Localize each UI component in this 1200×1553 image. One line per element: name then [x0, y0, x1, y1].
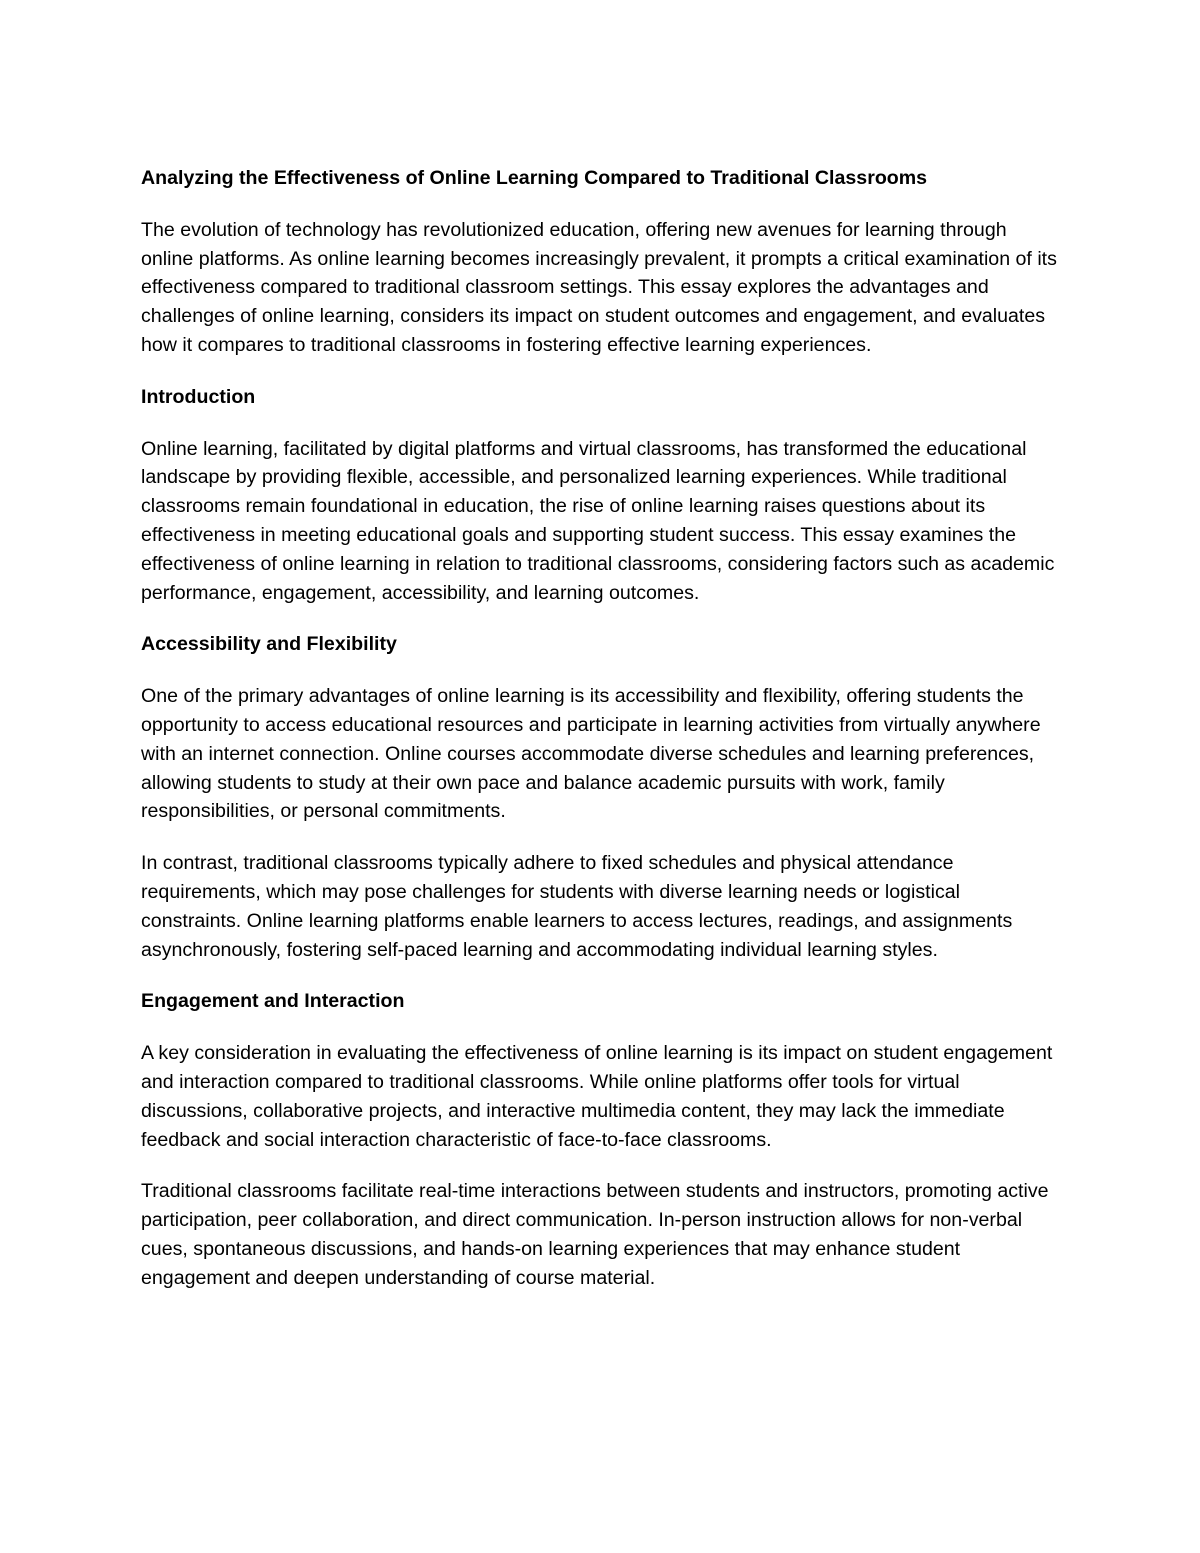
- engagement-paragraph-2: Traditional classrooms facilitate real-time interactions between students and instructors, promoting active participation, peer collaboration, and direct communication. In-person instruction allows for non-verbal cues, spontaneous discussions, and hands-on learning experiences that may enhance student engagement and deepen understanding of course material.: [141, 1180, 1049, 1289]
- section-heading-accessibility: Accessibility and Flexibility: [141, 633, 397, 656]
- document-body: [141, 164, 1061, 1316]
- intro-paragraph: The evolution of technology has revolutionized education, offering new avenues for learning through online platforms. As online learning becomes increasingly prevalent, it prompts a critical examination of its effectiveness compared to traditional classroom settings. This essay explores the advantages and challenges of online learning, considers its impact on student outcomes and engagement, and evaluates how it compares to traditional classrooms in fostering effective learning experiences.: [141, 218, 1057, 356]
- section-heading-introduction: Introduction: [141, 385, 256, 408]
- engagement-paragraph-1: A key consideration in evaluating the effectiveness of online learning is its impact on student engagement and interaction compared to traditional classrooms. While online platforms offer tools for virtual discussions, collaborative projects, and interactive multimedia content, they may lack the immediate feedback and social interaction characteristic of face-to-face classrooms.: [141, 1042, 1053, 1151]
- document-title: Analyzing the Effectiveness of Online Learning Compared to Traditional Classrooms: [141, 167, 928, 189]
- introduction-paragraph: Online learning, facilitated by digital platforms and virtual classrooms, has transformed the educational landscape by providing flexible, accessible, and personalized learning experiences. While traditional classrooms remain foundational in education, the rise of online learning raises questions about its effectiveness in meeting educational goals and supporting student success. This essay examines the effectiveness of online learning in relation to traditional classrooms, considering factors such as academic performance, engagement, accessibility, and learning outcomes.: [141, 437, 1055, 604]
- accessibility-paragraph-1: One of the primary advantages of online learning is its accessibility and flexibility, offering students the opportunity to access educational resources and participate in learning activities from virtually anywhere with an internet connection. Online courses accommodate diverse schedules and learning preferences, allowing students to study at their own pace and balance academic pursuits with work, family responsibilities, or personal commitments.: [141, 685, 1041, 823]
- section-heading-engagement: Engagement and Interaction: [141, 990, 405, 1013]
- accessibility-paragraph-2: In contrast, traditional classrooms typically adhere to fixed schedules and physical attendance requirements, which may pose challenges for students with diverse learning needs or logistical constraints. Online learning platforms enable learners to access lectures, readings, and assignments asynchronously, fostering self-paced learning and accommodating individual learning styles.: [141, 852, 1013, 961]
